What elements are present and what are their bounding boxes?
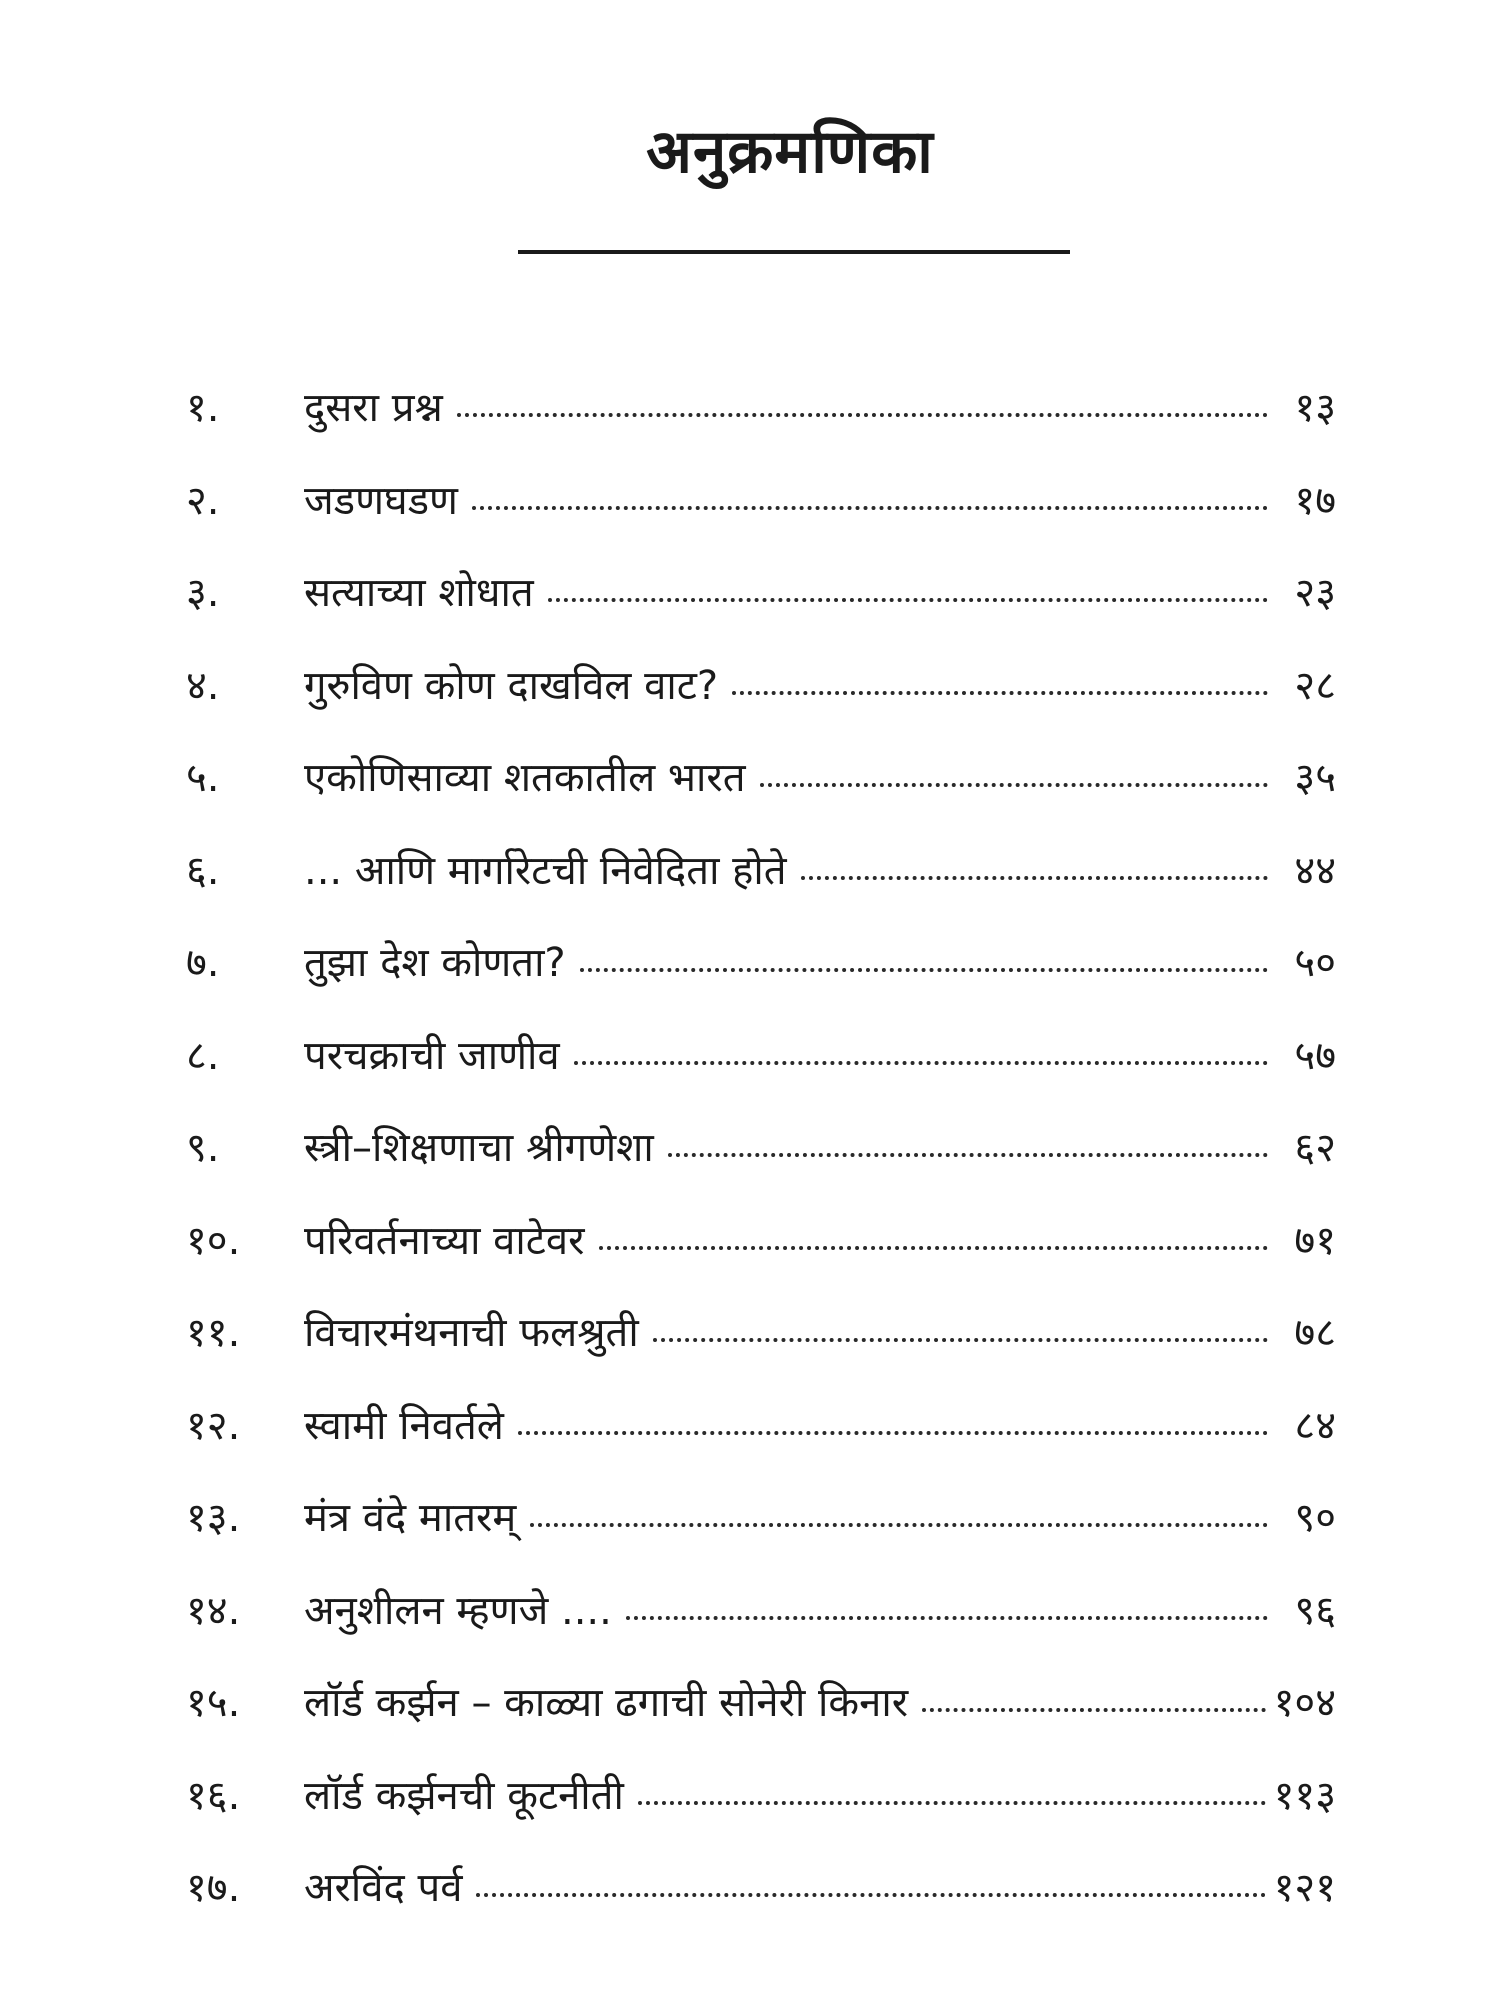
dot-leader xyxy=(801,876,1268,880)
toc-entry xyxy=(186,1587,1336,1684)
toc-entry-title: अरविंद पर्व xyxy=(304,1865,463,1911)
toc-entry-page: ४४ xyxy=(1294,847,1336,894)
title-underline xyxy=(518,250,1070,254)
toc-entry-number: ४. xyxy=(186,662,220,709)
toc-entry-page: ७८ xyxy=(1294,1310,1336,1356)
toc-entry-page: ३५ xyxy=(1294,755,1336,801)
page-title: अनुक्रमणिका xyxy=(646,117,934,187)
toc-entry-page: ६२ xyxy=(1294,1125,1336,1171)
toc-entry-number: ३. xyxy=(186,570,220,616)
toc-entry-page: ५० xyxy=(1294,940,1336,986)
toc-entry-page: १०४ xyxy=(1273,1680,1336,1726)
toc-entry xyxy=(186,1217,1336,1314)
toc-entry-page: २३ xyxy=(1294,570,1336,616)
toc-entry-number: ११. xyxy=(186,1310,241,1356)
toc-entry-number: १४. xyxy=(186,1587,241,1634)
toc-entry-title: स्वामी निवर्तले xyxy=(304,1402,504,1449)
toc-entry-number: १६. xyxy=(186,1772,241,1819)
dot-leader xyxy=(548,598,1268,602)
dot-leader xyxy=(472,506,1268,510)
dot-leader xyxy=(476,1893,1265,1897)
toc-entry-title: दुसरा प्रश्न xyxy=(304,385,443,431)
dot-leader xyxy=(518,1431,1268,1435)
toc-entry-page: ९६ xyxy=(1294,1587,1336,1634)
toc-entry xyxy=(186,385,1336,481)
toc-entry-number: १५. xyxy=(186,1680,241,1726)
toc-entry-page: १७ xyxy=(1294,477,1336,524)
dot-leader xyxy=(732,691,1268,695)
toc-entry-page: ९० xyxy=(1294,1495,1336,1541)
dot-leader xyxy=(530,1523,1268,1527)
toc-entry-number: ९. xyxy=(186,1125,220,1171)
toc-entry-page: ८४ xyxy=(1294,1402,1336,1449)
toc-entry-page: १३ xyxy=(1294,385,1336,431)
toc-entry xyxy=(186,1772,1336,1869)
dot-leader xyxy=(580,968,1268,972)
toc-entry-title: गुरुविण कोण दाखविल वाट? xyxy=(304,662,719,709)
toc-entry xyxy=(186,1032,1336,1129)
toc-entry-title: जडणघडण xyxy=(304,477,458,524)
toc-entry xyxy=(186,570,1336,666)
toc-entry-title: लॉर्ड कर्झन – काळ्या ढगाची सोनेरी किनार xyxy=(304,1680,909,1726)
dot-leader xyxy=(626,1616,1268,1620)
dot-leader xyxy=(574,1061,1268,1065)
toc-entry xyxy=(186,477,1336,574)
toc-entry-number: १७. xyxy=(186,1865,241,1911)
toc-entry-number: ६. xyxy=(186,847,220,894)
dot-leader xyxy=(638,1801,1266,1805)
toc-entry-number: १०. xyxy=(186,1217,241,1264)
toc-entry-title: सत्याच्या शोधात xyxy=(304,570,534,616)
toc-entry-page: २८ xyxy=(1294,662,1336,709)
toc-entry-title: एकोणिसाव्या शतकातील भारत xyxy=(304,755,746,801)
toc-entry-page: ५७ xyxy=(1294,1032,1336,1079)
toc-entry-title: लॉर्ड कर्झनची कूटनीती xyxy=(304,1772,624,1819)
toc-entry xyxy=(186,1310,1336,1406)
toc-entry-title: स्त्री–शिक्षणाचा श्रीगणेशा xyxy=(304,1125,654,1171)
toc-entry-title: मंत्र वंदे मातरम् xyxy=(304,1495,517,1541)
toc-entry-number: ७. xyxy=(186,940,220,986)
toc-entry-title: अनुशीलन म्हणजे .... xyxy=(304,1587,612,1634)
dot-leader xyxy=(760,783,1268,787)
toc-entry-number: १. xyxy=(186,385,220,431)
toc-entry xyxy=(186,1680,1336,1776)
table-of-contents xyxy=(186,385,1336,1961)
toc-entry xyxy=(186,1865,1336,1961)
dot-leader xyxy=(653,1338,1268,1342)
toc-entry-number: २. xyxy=(186,477,220,524)
toc-entry-number: ५. xyxy=(186,755,220,801)
toc-entry-number: १२. xyxy=(186,1402,241,1449)
dot-leader xyxy=(599,1246,1268,1250)
toc-entry-title: ... आणि मार्गारेटची निवेदिता होते xyxy=(304,847,787,894)
toc-entry xyxy=(186,755,1336,851)
toc-entry xyxy=(186,1495,1336,1591)
toc-entry-title: तुझा देश कोणता? xyxy=(304,940,566,986)
toc-entry xyxy=(186,1125,1336,1221)
toc-entry-title: परिवर्तनाच्या वाटेवर xyxy=(304,1217,585,1264)
toc-entry-page: ११३ xyxy=(1273,1772,1336,1819)
toc-entry-number: ८. xyxy=(186,1032,220,1079)
toc-entry-title: परचक्राची जाणीव xyxy=(304,1032,560,1079)
toc-entry xyxy=(186,940,1336,1036)
dot-leader xyxy=(457,413,1268,417)
toc-entry-page: ७१ xyxy=(1294,1217,1336,1264)
dot-leader xyxy=(922,1708,1266,1712)
toc-entry-page: १२१ xyxy=(1273,1865,1336,1911)
toc-entry xyxy=(186,1402,1336,1499)
toc-entry-number: १३. xyxy=(186,1495,241,1541)
toc-entry-title: विचारमंथनाची फलश्रुती xyxy=(304,1310,639,1356)
toc-entry xyxy=(186,847,1336,944)
dot-leader xyxy=(668,1153,1268,1157)
toc-entry xyxy=(186,662,1336,759)
